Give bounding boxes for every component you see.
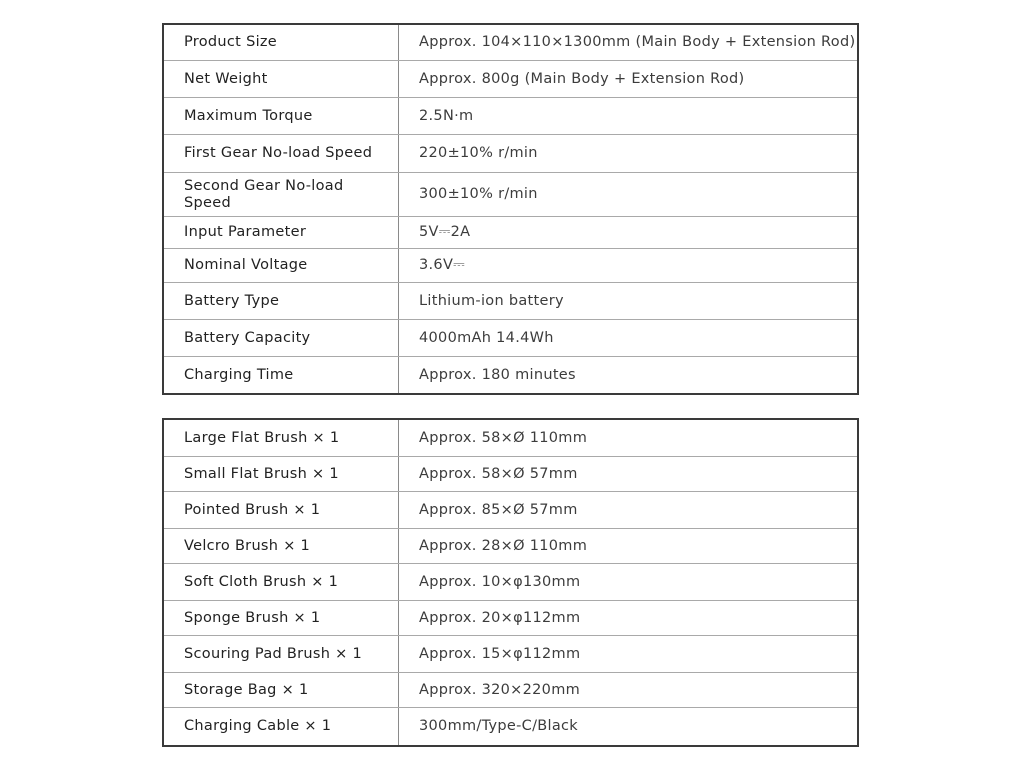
spec-label: Charging Time (164, 357, 399, 393)
spec-row-first-gear-speed (164, 134, 857, 172)
spec-value: Approx. 104×110×1300mm (Main Body + Extension Rod) (419, 34, 856, 50)
accessory-row-small-flat-brush (164, 456, 857, 491)
spec-label: Net Weight (164, 61, 399, 97)
spec-label: Battery Type (164, 283, 399, 319)
spec-value: Approx. 180 minutes (419, 366, 576, 383)
spec-row-input-parameter (164, 216, 857, 248)
accessory-label: Small Flat Brush × 1 (164, 457, 399, 491)
spec-label: Nominal Voltage (164, 249, 399, 282)
accessory-label: Storage Bag × 1 (164, 673, 399, 707)
accessory-label: Large Flat Brush × 1 (164, 420, 399, 456)
spec-label: Second Gear No-load Speed (164, 173, 399, 216)
spec-value: Lithium-ion battery (419, 292, 564, 309)
accessory-row-velcro-brush (164, 528, 857, 563)
accessory-value: Approx. 20×φ112mm (419, 609, 581, 626)
accessory-row-sponge-brush (164, 600, 857, 635)
spec-value: 300±10% r/min (419, 186, 538, 202)
accessory-value: Approx. 320×220mm (419, 681, 581, 698)
accessory-row-storage-bag (164, 672, 857, 707)
spec-label: Product Size (164, 25, 399, 60)
accessory-value: Approx. 10×φ130mm (419, 573, 581, 590)
accessory-label: Velcro Brush × 1 (164, 529, 399, 563)
spec-row-product-size (164, 25, 857, 60)
spec-value: 3.6V⎓ (419, 257, 466, 273)
accessory-value: Approx. 85×Ø 57mm (419, 501, 578, 518)
accessory-label: Charging Cable × 1 (164, 708, 399, 745)
spec-value: 5V⎓2A (419, 224, 471, 240)
spec-value: 220±10% r/min (419, 145, 538, 161)
accessory-label: Sponge Brush × 1 (164, 601, 399, 635)
spec-row-charging-time (164, 356, 857, 393)
accessory-row-charging-cable (164, 707, 857, 745)
accessories-table (162, 418, 859, 747)
accessory-label: Pointed Brush × 1 (164, 492, 399, 528)
accessory-value: 300mm/Type-C/Black (419, 718, 578, 734)
accessory-label: Soft Cloth Brush × 1 (164, 564, 399, 600)
accessory-row-large-flat-brush (164, 420, 857, 456)
spec-label: Input Parameter (164, 217, 399, 248)
accessory-row-pointed-brush (164, 491, 857, 528)
spec-row-battery-type (164, 282, 857, 319)
accessory-value: Approx. 58×Ø 110mm (419, 429, 588, 446)
spec-label: First Gear No-load Speed (164, 135, 399, 172)
spec-row-nominal-voltage (164, 248, 857, 282)
spec-value: 4000mAh 14.4Wh (419, 329, 554, 346)
spec-row-second-gear-speed (164, 172, 857, 216)
accessory-value: Approx. 58×Ø 57mm (419, 465, 578, 482)
spec-label: Battery Capacity (164, 320, 399, 356)
accessory-value: Approx. 28×Ø 110mm (419, 537, 588, 554)
accessory-value: Approx. 15×φ112mm (419, 645, 581, 662)
accessory-label: Scouring Pad Brush × 1 (164, 636, 399, 672)
accessory-row-soft-cloth-brush (164, 563, 857, 600)
spec-value: 2.5N·m (419, 107, 474, 124)
spec-row-battery-capacity (164, 319, 857, 356)
specifications-table (162, 23, 859, 395)
spec-value: Approx. 800g (Main Body + Extension Rod) (419, 70, 745, 87)
spec-row-net-weight (164, 60, 857, 97)
spec-label: Maximum Torque (164, 98, 399, 134)
accessory-row-scouring-pad-brush (164, 635, 857, 672)
spec-row-maximum-torque (164, 97, 857, 134)
